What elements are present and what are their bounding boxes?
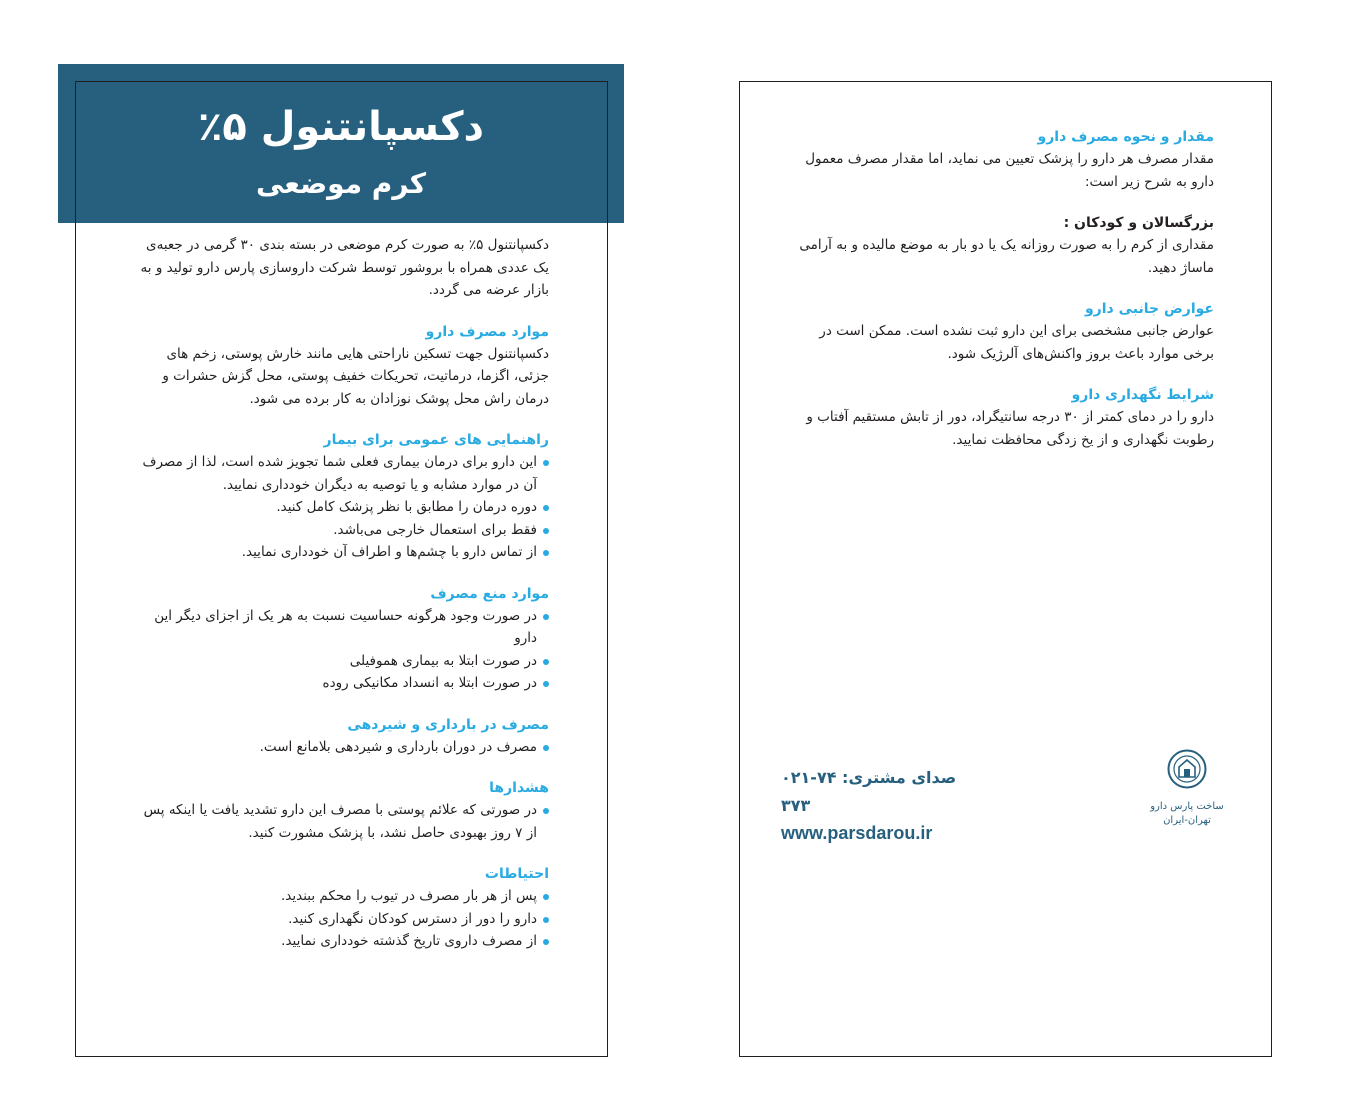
pregnancy-list bbox=[133, 736, 549, 759]
dosage-text: مقدار مصرف هر دارو را پزشک تعیین می نماید، اما مقدار مصرف معمول دارو به شرح زیر است: bbox=[805, 151, 1214, 190]
warnings-heading: هشدارها bbox=[489, 780, 549, 796]
intro-text: دکسپانتنول ۵٪ به صورت کرم موضعی در بسته بندی ۳۰ گرمی در جعبه‌ی یک عددی همراه با بروشور توسط شرکت داروسازی پارس دارو تولید و به بازار عرضه می گردد. bbox=[140, 237, 549, 298]
contact-block bbox=[781, 764, 981, 846]
contraindication-item: در صورت ابتلا به بیماری هموفیلی bbox=[133, 650, 549, 673]
storage-heading: شرایط نگهداری دارو bbox=[1071, 387, 1214, 403]
indications-text: دکسپانتنول جهت تسکین ناراحتی هایی مانند خارش پوستی، زخم های جزئی، اگزما، درماتیت، تحریکات خفیف پوستی، محل گزش حشرات و درمان راش محل پوشک نوزادان به کار برده می شود. bbox=[162, 345, 549, 407]
adults-text: مقداری از کرم را به صورت روزانه یک یا دو بار به موضع مالیده و به آرامی ماساژ دهید. bbox=[799, 237, 1214, 276]
precautions-heading: احتیاطات bbox=[484, 866, 549, 882]
manufacturer-location: تهران-ایران bbox=[1163, 815, 1211, 826]
guidance-item: دوره درمان را مطابق با نظر پزشک کامل کنید. bbox=[133, 496, 549, 519]
title-banner bbox=[58, 64, 624, 223]
side-effects-section bbox=[797, 298, 1214, 365]
side-effects-heading: عوارض جانبی دارو bbox=[1084, 301, 1214, 317]
contraindication-item: در صورت وجود هرگونه حساسیت نسبت به هر یک از اجزای دیگر این دارو bbox=[133, 605, 549, 650]
storage-text: دارو را در دمای کمتر از ۳۰ درجه سانتیگراد، دور از تابش مستقیم آفتاب و رطوبت نگهداری و از یخ زدگی محافظت نمایید. bbox=[806, 409, 1214, 448]
pars-darou-logo-icon bbox=[1167, 749, 1207, 789]
customer-voice-label: صدای مشتری: bbox=[842, 768, 957, 787]
guidance-heading: راهنمایی های عمومی برای بیمار bbox=[323, 432, 549, 448]
precaution-item: پس از هر بار مصرف در تیوب را محکم ببندید. bbox=[133, 885, 549, 908]
indications-heading: موارد مصرف دارو bbox=[425, 323, 549, 340]
contraindications-section bbox=[133, 583, 549, 695]
pregnancy-section bbox=[133, 714, 549, 759]
warnings-section bbox=[133, 777, 549, 844]
precaution-item: از مصرف داروی تاریخ گذشته خودداری نمایید. bbox=[133, 930, 549, 953]
left-panel-content bbox=[133, 234, 549, 972]
pregnancy-item: مصرف در دوران بارداری و شیردهی بلامانع است. bbox=[133, 736, 549, 759]
intro-section bbox=[133, 234, 549, 302]
pregnancy-heading: مصرف در بارداری و شیردهی bbox=[347, 716, 549, 733]
adults-heading: بزرگسالان و کودکان : bbox=[1063, 215, 1214, 231]
dosage-section bbox=[797, 126, 1214, 193]
manufacturer-info bbox=[1137, 800, 1237, 828]
indications-section bbox=[133, 321, 549, 411]
precautions-list bbox=[133, 885, 549, 953]
guidance-item: از تماس دارو با چشم‌ها و اطراف آن خودداری نمایید. bbox=[133, 541, 549, 564]
side-effects-text: عوارض جانبی مشخصی برای این دارو ثبت نشده است. ممکن است در برخی موارد باعث بروز واکنش‌های آلرژیک شود. bbox=[819, 323, 1214, 362]
dosage-heading: مقدار و نحوه مصرف دارو bbox=[1037, 129, 1214, 145]
website-link[interactable]: www.parsdarou.ir bbox=[781, 823, 933, 843]
customer-voice-line bbox=[781, 764, 981, 820]
warnings-list bbox=[133, 799, 549, 844]
storage-section bbox=[797, 384, 1214, 451]
guidance-section bbox=[133, 429, 549, 564]
guidance-item: فقط برای استعمال خارجی می‌باشد. bbox=[133, 519, 549, 542]
guidance-list bbox=[133, 451, 549, 564]
precaution-item: دارو را دور از دسترس کودکان نگهداری کنید. bbox=[133, 908, 549, 931]
guidance-item: این دارو برای درمان بیماری فعلی شما تجویز شده است، لذا از مصرف آن در موارد مشابه و یا توصیه به دیگران خودداری نمایید. bbox=[133, 451, 549, 496]
customer-voice-phone: ۰۲۱-۷۴ ۳۷۳ bbox=[781, 768, 837, 815]
product-title: دکسپانتنول ۵٪ bbox=[197, 104, 485, 150]
contraindications-list bbox=[133, 605, 549, 695]
precautions-section bbox=[133, 863, 549, 953]
right-panel-content bbox=[797, 126, 1214, 470]
contraindications-heading: موارد منع مصرف bbox=[430, 585, 549, 602]
warning-item: در صورتی که علائم پوستی با مصرف این دارو تشدید یافت یا اینکه پس از ۷ روز بهبودی حاصل نشد، با پزشک مشورت کنید. bbox=[133, 799, 549, 844]
product-subtitle: کرم موضعی bbox=[255, 167, 427, 200]
manufacturer-name: ساخت پارس دارو bbox=[1150, 801, 1224, 812]
contraindication-item: در صورت ابتلا به انسداد مکانیکی روده bbox=[133, 672, 549, 695]
adults-section bbox=[797, 212, 1214, 279]
